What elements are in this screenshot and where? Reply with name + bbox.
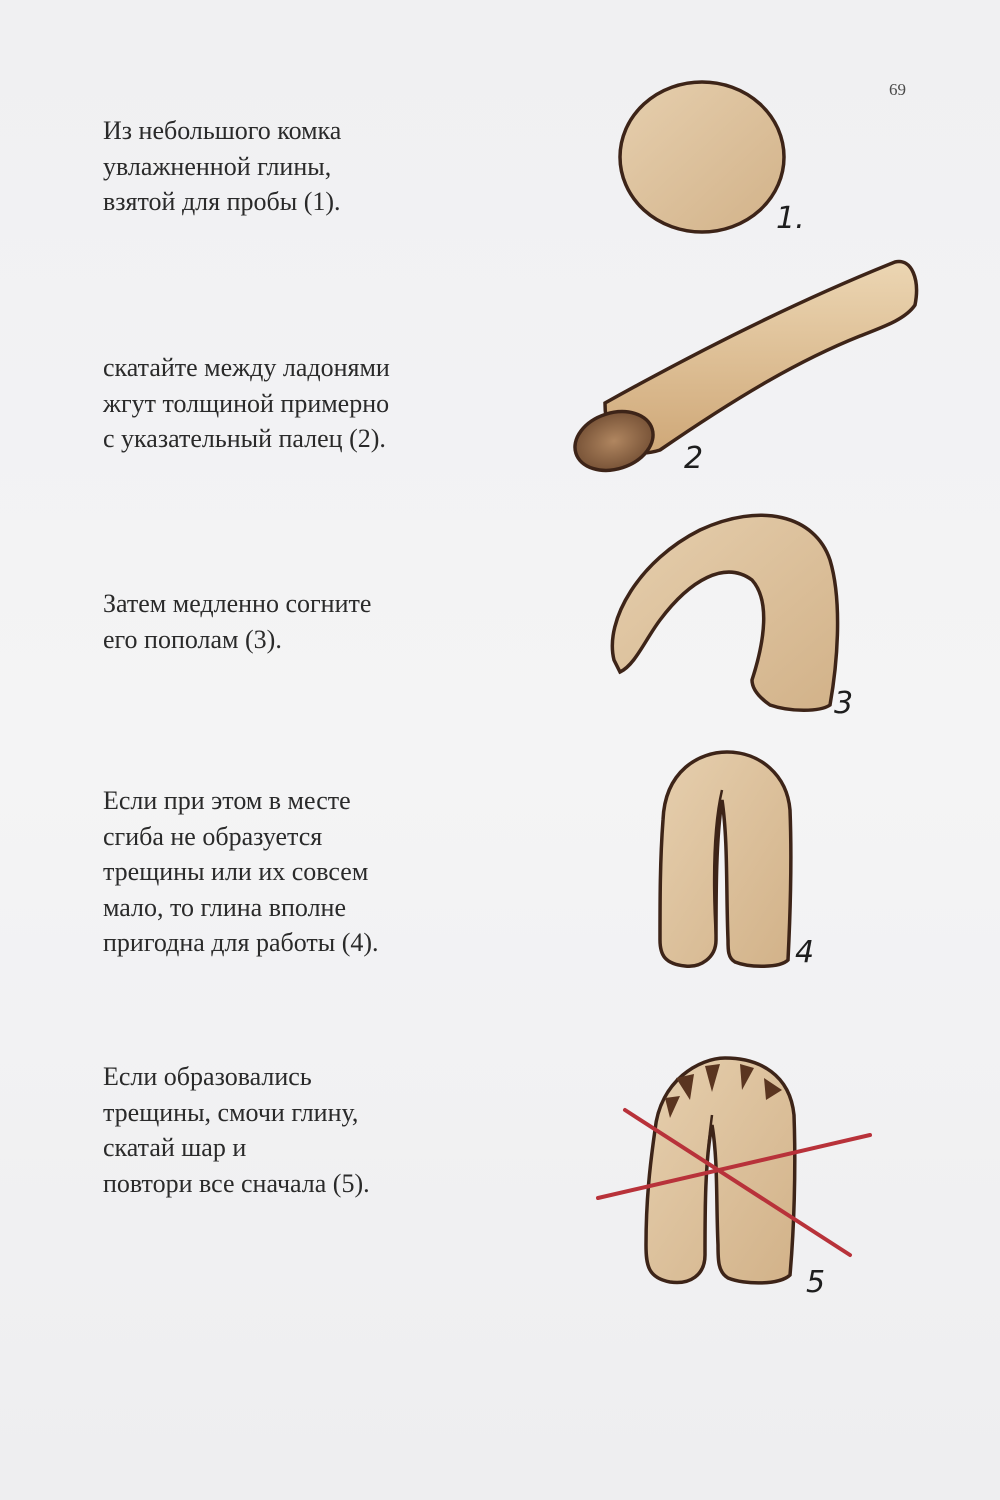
figure-1-label: 1. — [776, 201, 805, 236]
page-number: 69 — [889, 80, 906, 99]
bent-clay-shape — [612, 515, 837, 710]
step-5-line-4: повтори все сначала (5). — [103, 1168, 370, 1198]
step-5-line-2: трещины, смочи глину, — [103, 1097, 359, 1127]
clay-ball-shape — [620, 82, 784, 232]
step-4-line-1: Если при этом в месте — [103, 786, 351, 815]
step-2-line-1: скатайте между ладонями — [103, 353, 390, 382]
figure-4-label: 4 — [795, 935, 815, 970]
step-3-line-1: Затем медленно согните — [103, 589, 372, 618]
figure-5-label: 5 — [806, 1265, 826, 1300]
clay-rope-illustration — [567, 262, 916, 480]
step-1-line-2: увлажненной глины, — [103, 151, 332, 181]
step-3-line-2: его пополам (3). — [103, 624, 282, 654]
step-2-line-2: жгут толщиной примерно — [103, 388, 390, 418]
figure-3-label: 3 — [834, 686, 854, 721]
step-4-line-2: сгиба не образуется — [103, 821, 323, 851]
folded-clay-shape — [660, 752, 791, 966]
step-1-line-3: взятой для пробы (1). — [103, 187, 341, 216]
step-5-line-3: скатай шар и — [103, 1133, 247, 1162]
step-1-line-1: Из небольшого комка — [103, 116, 342, 145]
step-2-line-3: с указательный палец (2). — [103, 424, 386, 453]
step-4-line-5: пригодна для работы (4). — [103, 928, 379, 957]
step-4-line-4: мало, то глина вполне — [103, 892, 347, 922]
step-4-line-3: трещины или их совсем — [103, 857, 369, 886]
clay-ball-illustration — [620, 82, 784, 232]
step-5-line-1: Если образовались — [103, 1062, 312, 1091]
figure-2-label: 2 — [684, 441, 704, 476]
folded-clay-illustration — [660, 752, 791, 966]
bent-clay-illustration — [612, 515, 837, 710]
